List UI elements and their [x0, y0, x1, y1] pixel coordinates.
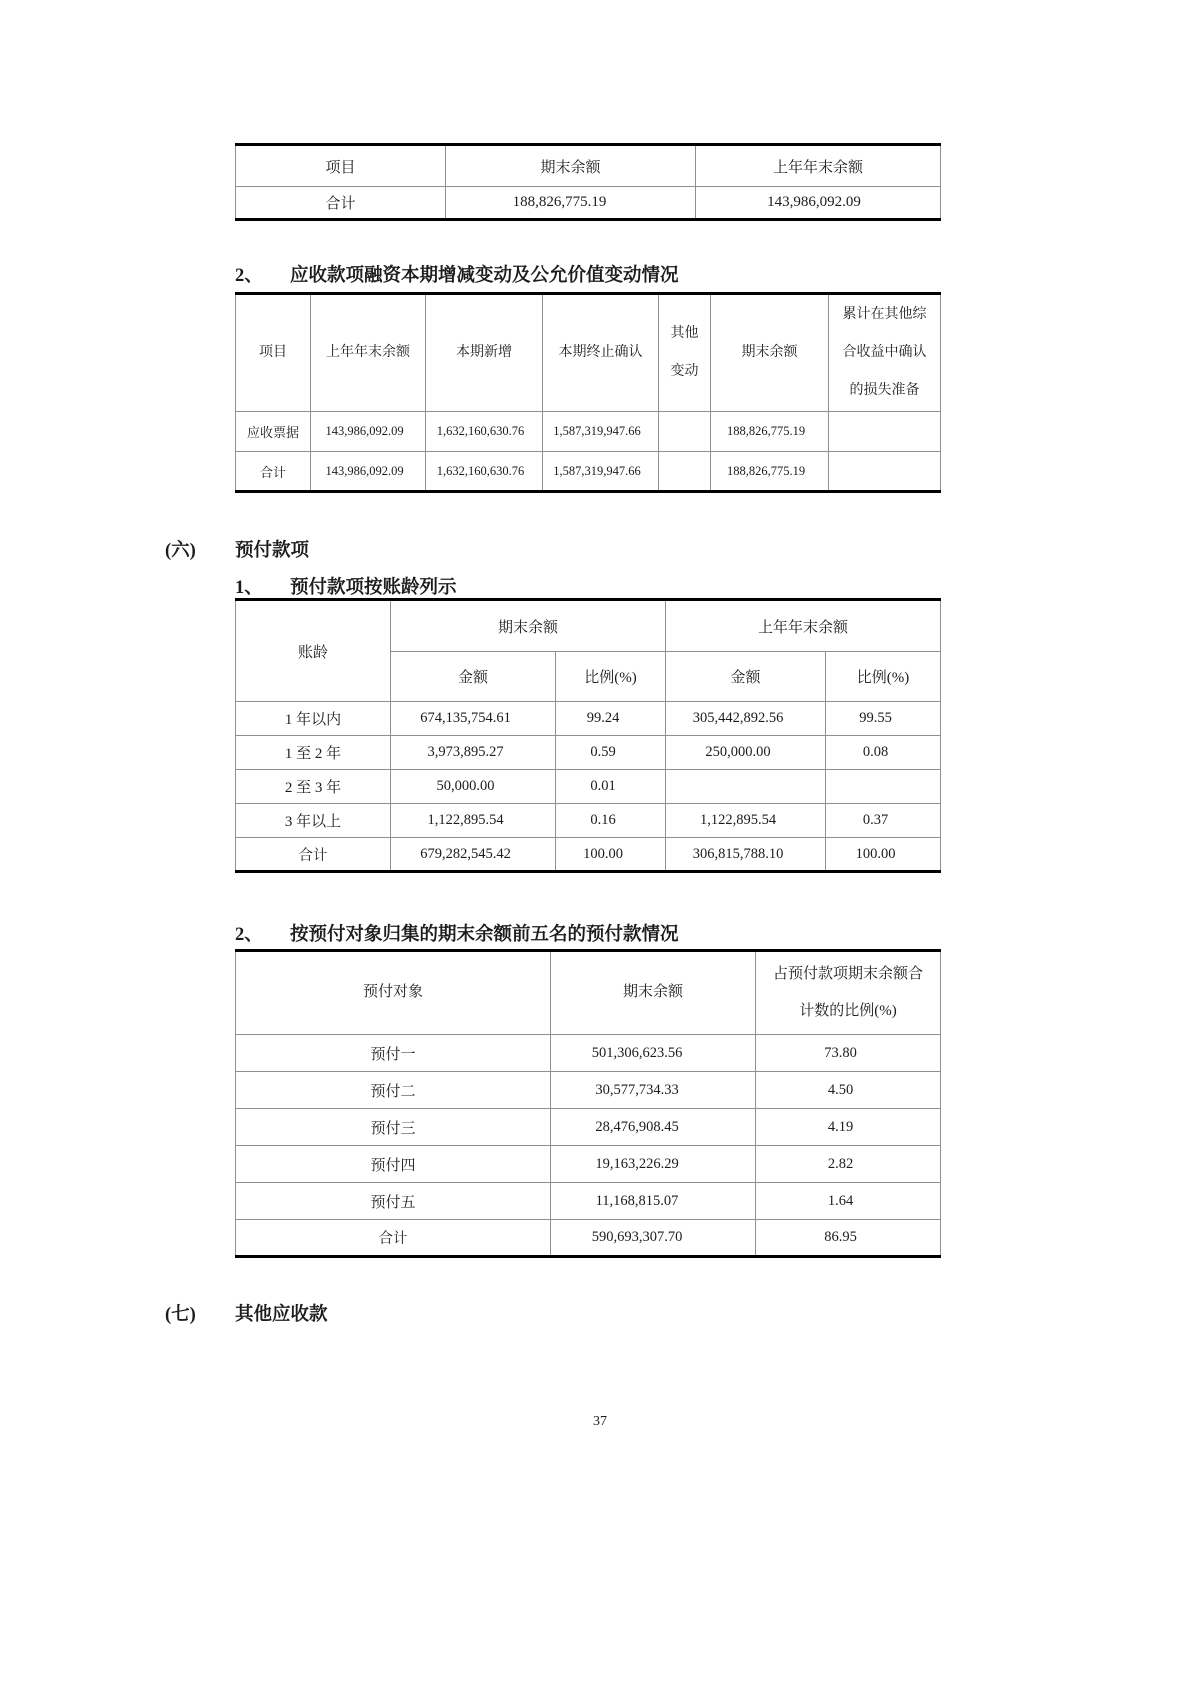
ratio-cell: 99.55: [826, 702, 941, 736]
row-label: 预付一: [236, 1035, 551, 1072]
carryover-total-table: [235, 143, 941, 221]
amount-cell: 188,826,775.19: [711, 452, 829, 492]
column-header-ratio-of-total: [756, 951, 941, 1035]
amount-cell: 188,826,775.19: [711, 412, 829, 452]
heading-top-five-prepayments: [235, 920, 679, 946]
column-header-ratio: 比例(%): [556, 652, 666, 702]
ratio-cell: 0.08: [826, 736, 941, 770]
column-header-item: 项目: [236, 294, 311, 412]
row-label: 1 至 2 年: [236, 736, 391, 770]
page-number: 37: [593, 1414, 607, 1429]
heading-receivables-financing: [235, 261, 679, 287]
amount-cell: 19,163,226.29: [551, 1146, 756, 1183]
amount-cell: 1,587,319,947.66: [543, 452, 659, 492]
amount-cell: 11,168,815.07: [551, 1183, 756, 1220]
ratio-cell: 100.00: [556, 838, 666, 872]
amount-cell: 50,000.00: [391, 770, 556, 804]
column-header-closing-balance: 期末余额: [711, 294, 829, 412]
amount-cell: [659, 412, 711, 452]
ratio-cell: 0.59: [556, 736, 666, 770]
row-label: 合计: [236, 1220, 551, 1257]
column-header-amount: 金额: [391, 652, 556, 702]
column-header-text: 累计在其他综合收益中确认的损失准备: [842, 307, 927, 398]
heading-title: 按预付对象归集的期末余额前五名的预付款情况: [290, 925, 679, 945]
row-label: 预付四: [236, 1146, 551, 1183]
amount-cell: 679,282,545.42: [391, 838, 556, 872]
ratio-cell: 86.95: [756, 1220, 941, 1257]
column-header-text: 占预付款项期末余额合计数的比例(%): [772, 965, 923, 1019]
column-header-other-changes: [659, 294, 711, 412]
amount-cell: 143,986,092.09: [311, 452, 426, 492]
amount-cell: 28,476,908.45: [551, 1109, 756, 1146]
column-header-additions: 本期新增: [426, 294, 543, 412]
heading-number: 2、: [235, 266, 263, 286]
amount-cell: 674,135,754.61: [391, 702, 556, 736]
ratio-cell: 4.50: [756, 1072, 941, 1109]
amount-cell: 1,122,895.54: [391, 804, 556, 838]
amount-cell: 1,632,160,630.76: [426, 412, 543, 452]
amount-cell: 501,306,623.56: [551, 1035, 756, 1072]
heading-number: 1、: [235, 578, 263, 598]
amount-cell: [666, 770, 826, 804]
row-label: 预付三: [236, 1109, 551, 1146]
section-marker: (六): [165, 541, 196, 561]
ratio-cell: 0.01: [556, 770, 666, 804]
column-header-amount: 金额: [666, 652, 826, 702]
table-row: [236, 736, 941, 770]
column-header-aging: 账龄: [236, 600, 391, 702]
section-title: 预付款项: [235, 541, 310, 561]
column-header-oci-loss-provision: [829, 294, 941, 412]
table-row: [236, 412, 941, 452]
column-header-prior-year-balance: 上年年末余额: [696, 145, 941, 187]
section-heading-other-receivables: [165, 1300, 328, 1326]
heading-prepayments-aging: [235, 573, 457, 599]
amount-cell: [659, 452, 711, 492]
column-header-prior-year-balance: 上年年末余额: [311, 294, 426, 412]
ratio-cell: 99.24: [556, 702, 666, 736]
heading-number: 2、: [235, 925, 263, 945]
table-row: [236, 770, 941, 804]
table-row: [236, 702, 941, 736]
column-header-closing-balance: 期末余额: [446, 145, 696, 187]
table-header-row: [236, 145, 941, 187]
row-label: 合计: [236, 187, 446, 220]
prepayments-aging-table: [235, 598, 941, 873]
row-label: 合计: [236, 838, 391, 872]
ratio-cell: 100.00: [826, 838, 941, 872]
column-header-item: 项目: [236, 145, 446, 187]
column-header-derecognized: 本期终止确认: [543, 294, 659, 412]
ratio-cell: 0.37: [826, 804, 941, 838]
amount-cell: 143,986,092.09: [311, 412, 426, 452]
total-row: [236, 1220, 941, 1257]
amount-cell: 1,632,160,630.76: [426, 452, 543, 492]
row-label: 2 至 3 年: [236, 770, 391, 804]
table-row: [236, 804, 941, 838]
amount-cell: 305,442,892.56: [666, 702, 826, 736]
column-header-ratio: 比例(%): [826, 652, 941, 702]
table-group-header-row: [236, 600, 941, 652]
total-row: [236, 187, 941, 220]
row-label: 应收票据: [236, 412, 311, 452]
table-row: [236, 1109, 941, 1146]
amount-cell: 306,815,788.10: [666, 838, 826, 872]
amount-cell: 590,693,307.70: [551, 1220, 756, 1257]
section-marker: (七): [165, 1305, 196, 1325]
table-row: [236, 1035, 941, 1072]
section-title: 其他应收款: [235, 1305, 328, 1325]
amount-cell: [829, 412, 941, 452]
amount-cell: 143,986,092.09: [696, 187, 941, 220]
total-row: [236, 838, 941, 872]
ratio-cell: 4.19: [756, 1109, 941, 1146]
row-label: 3 年以上: [236, 804, 391, 838]
amount-cell: 1,122,895.54: [666, 804, 826, 838]
column-header-closing-balance: 期末余额: [551, 951, 756, 1035]
row-label: 1 年以内: [236, 702, 391, 736]
row-label: 预付五: [236, 1183, 551, 1220]
group-header-prior-year-balance: 上年年末余额: [666, 600, 941, 652]
amount-cell: 3,973,895.27: [391, 736, 556, 770]
row-label: 预付二: [236, 1072, 551, 1109]
group-header-closing-balance: 期末余额: [391, 600, 666, 652]
amount-cell: 1,587,319,947.66: [543, 412, 659, 452]
ratio-cell: 2.82: [756, 1146, 941, 1183]
table-header-row: [236, 951, 941, 1035]
amount-cell: 250,000.00: [666, 736, 826, 770]
amount-cell: 30,577,734.33: [551, 1072, 756, 1109]
amount-cell: 188,826,775.19: [446, 187, 696, 220]
ratio-cell: 73.80: [756, 1035, 941, 1072]
section-heading-prepayments: [165, 536, 309, 562]
ratio-cell: [826, 770, 941, 804]
receivables-financing-table: [235, 292, 941, 493]
ratio-cell: 0.16: [556, 804, 666, 838]
table-row: [236, 1072, 941, 1109]
heading-title: 应收款项融资本期增减变动及公允价值变动情况: [290, 266, 679, 286]
heading-title: 预付款项按账龄列示: [290, 578, 457, 598]
amount-cell: [829, 452, 941, 492]
column-header-prepay-target: 预付对象: [236, 951, 551, 1035]
ratio-cell: 1.64: [756, 1183, 941, 1220]
table-row: [236, 1146, 941, 1183]
total-row: [236, 452, 941, 492]
table-row: [236, 1183, 941, 1220]
top-five-prepayments-table: [235, 949, 941, 1258]
column-header-text: 其他变动: [670, 326, 699, 379]
row-label: 合计: [236, 452, 311, 492]
table-header-row: [236, 294, 941, 412]
